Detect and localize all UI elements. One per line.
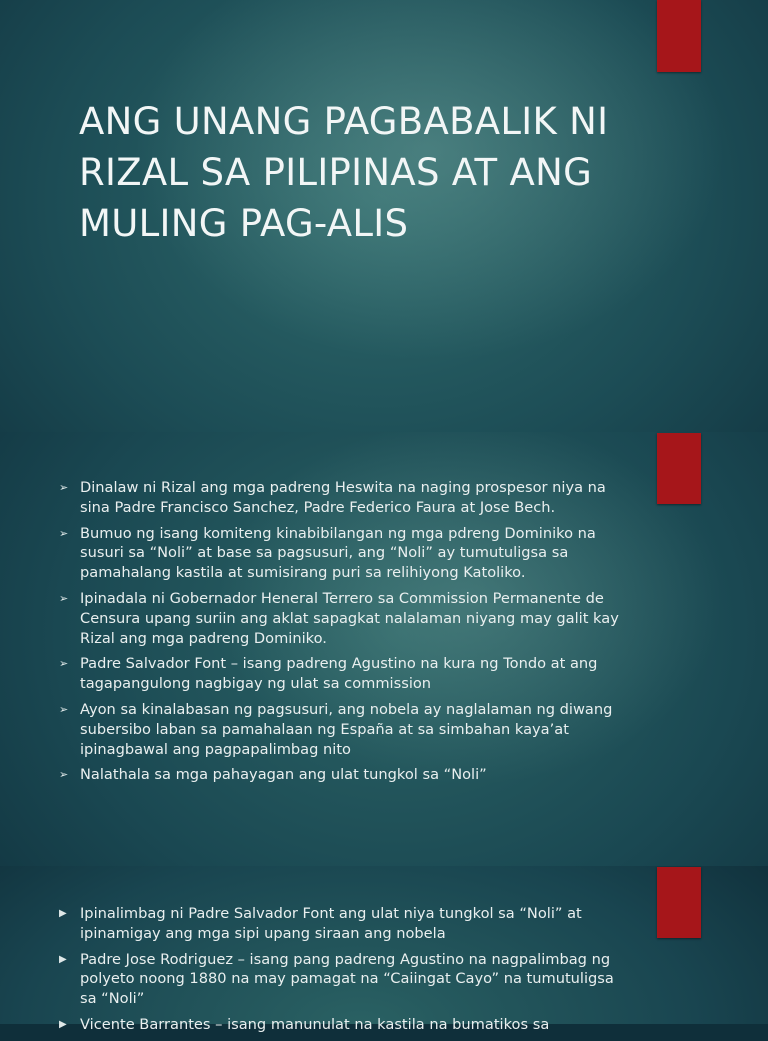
arrowhead-bullet-icon: ➢ [59,481,69,494]
list-item [58,904,618,944]
arrowhead-bullet-icon: ➢ [59,526,69,540]
list-item-text: Padre Jose Rodriguez – isang pang padreng Agustino na nagpalimbag ng polyeto noong 1880 na may pamagat na “Caiingat Cayo” na tumutuligsa sa “Noli” [80,950,614,1008]
list-item-text: Dinalaw ni Rizal ang mga padreng Heswita na naging prospesor niya na sina Padre Francisco Sanchez, Padre Federico Faura at Jose Bech. [80,479,606,516]
list-item-text: Bumuo ng isang komiteng kinabibilangan ng mga pdreng Dominiko na susuri sa “Noli” at base sa pagsusuri, ang “Noli” ay tumutuligsa sa pamahalang kastila at sumisirang puri sa relihiyong Katoliko. [80,524,596,582]
list-item [58,950,618,1009]
list-item [58,524,638,583]
list-item-text: Nalathala sa mga pahayagan ang ulat tungkol sa “Noli” [80,766,487,784]
list-item [58,654,638,694]
bullet-list [58,904,618,1041]
list-item-text: Ayon sa kinalabasan ng pagsusuri, ang nobela ay naglalaman ng diwang subersibo laban sa pamahalaan ng España at sa simbahan kaya’at ipinagbawal ang pagpapalimbag nito [80,700,613,758]
slide-title-heading: ANG UNANG PAGBABALIK NI RIZAL SA PILIPINAS AT ANG MULING PAG-ALIS [79,100,609,245]
arrowhead-bullet-icon: ➢ [59,591,69,605]
red-accent-tab [657,433,701,504]
red-accent-tab [657,867,701,938]
list-item [58,478,638,518]
list-item-text: Vicente Barrantes – isang manunulat na kastila na bumatikos sa [80,1015,550,1033]
slide-title [0,0,768,432]
list-item [58,1015,618,1035]
arrowhead-bullet-icon: ➢ [59,702,69,716]
list-item [58,700,638,759]
bullet-list [58,478,638,791]
list-item-text: Padre Salvador Font – isang padreng Agustino na kura ng Tondo at ang tagapangulong nagbigay ng ulat sa commission [80,655,598,693]
triangle-bullet-icon: ▶ [59,908,67,919]
list-item-text: Ipinadala ni Gobernador Heneral Terrero sa Commission Permanente de Censura upang suriin ang aklat sapagkat nalalaman niyang may galit kay Rizal ang mga padreng Dominiko. [80,589,619,647]
list-item [58,589,638,648]
arrowhead-bullet-icon: ➢ [59,768,69,782]
list-item [58,765,638,785]
red-accent-tab [657,0,701,72]
triangle-bullet-icon: ▶ [59,1018,67,1030]
triangle-bullet-icon: ▶ [59,953,67,965]
slide-bullets-2 [0,866,768,1033]
arrowhead-bullet-icon: ➢ [59,657,69,671]
slide-bullets-1 [0,432,768,866]
list-item-text: Ipinalimbag ni Padre Salvador Font ang ulat niya tungkol sa “Noli” at ipinamigay ang mga sipi upang siraan ang nobela [80,905,582,942]
